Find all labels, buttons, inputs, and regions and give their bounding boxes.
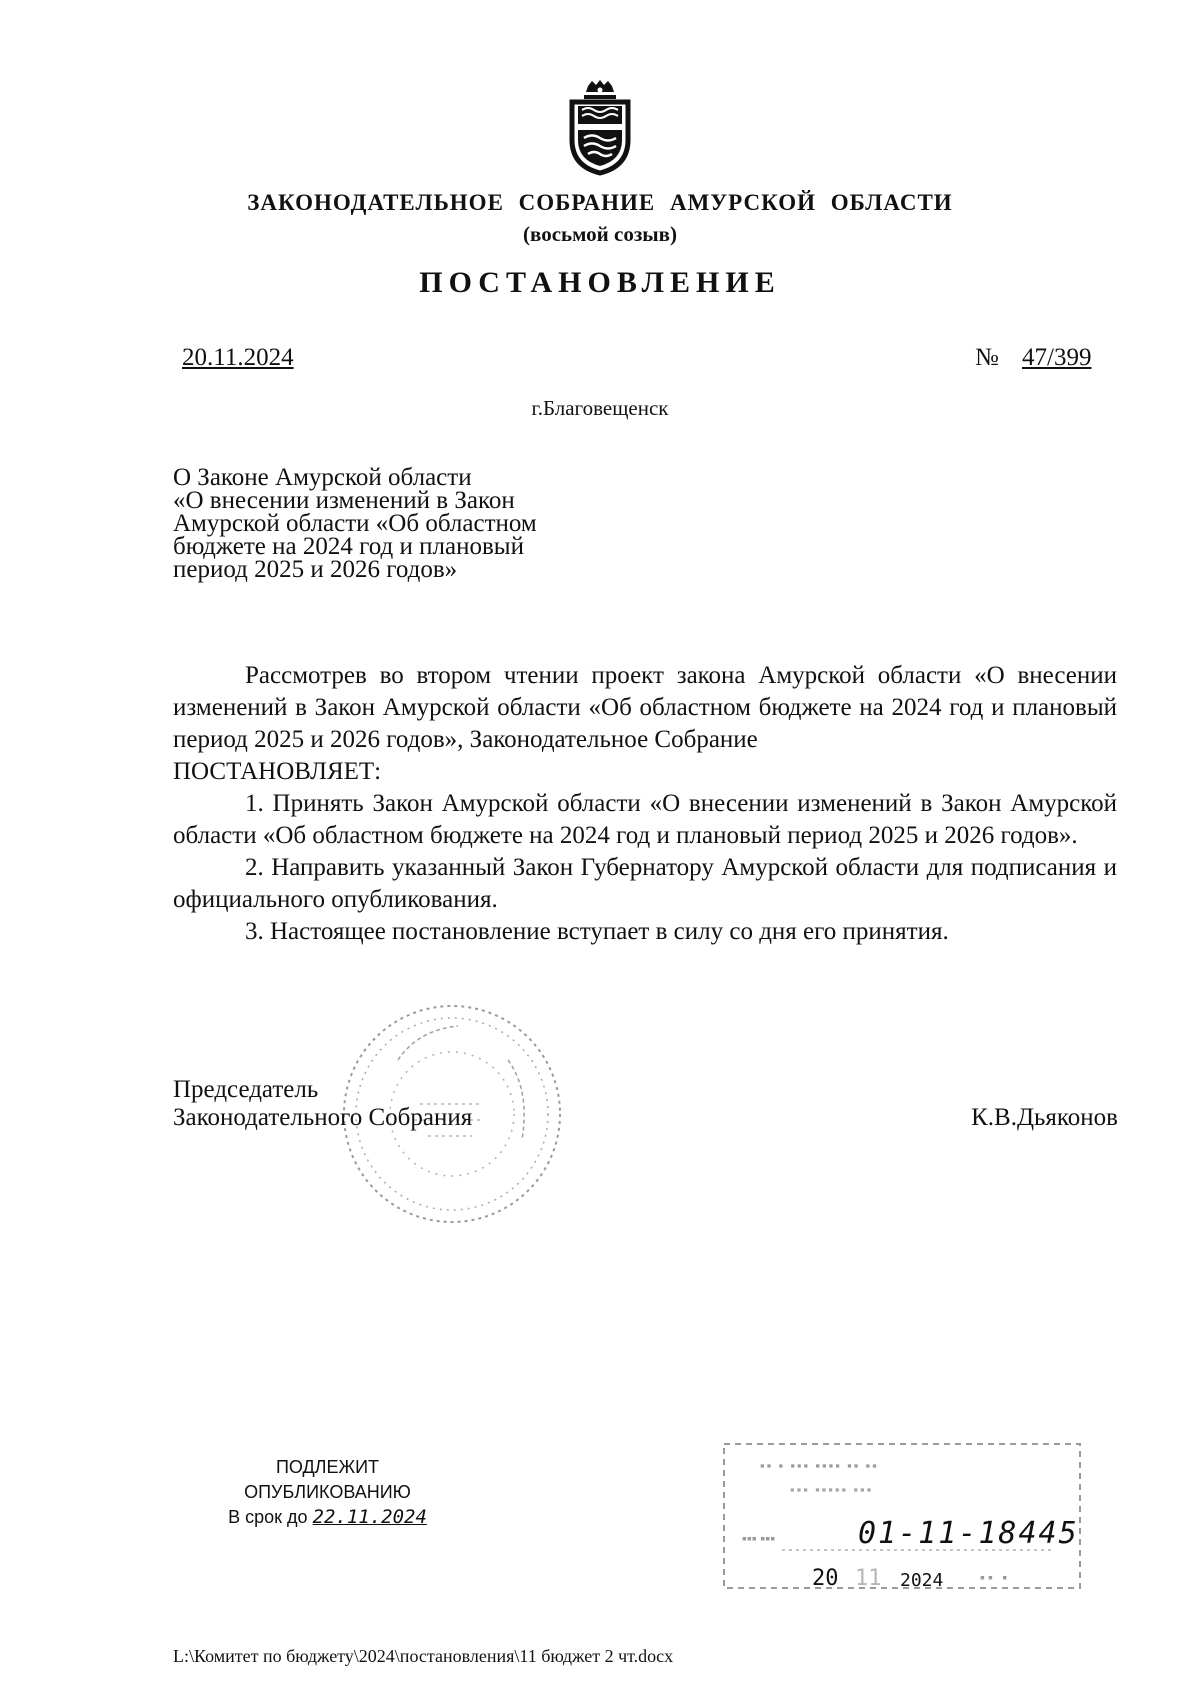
organization-name: ЗАКОНОДАТЕЛЬНОЕ СОБРАНИЕ АМУРСКОЙ ОБЛАСТИ (247, 190, 953, 215)
resolution-item: 2. Направить указанный Закон Губернатору Амурской области для подписания и официального опубликования. (173, 854, 1117, 913)
publication-stamp-line: ПОДЛЕЖИТ (275, 1457, 380, 1477)
publication-stamp (220, 1455, 435, 1530)
coat-of-arms-icon (558, 80, 642, 176)
signatory-name: К.В.Дьяконов (971, 1104, 1118, 1131)
number-label: № (975, 344, 999, 371)
registration-stamp-faded-text: ▪▪▪ ▪▪▪▪▪ ▪▪▪ (790, 1482, 874, 1497)
document-date: 20.11.2024 (182, 344, 294, 371)
registration-stamp-faded-text: ▪▪▪ ▪▪▪ (742, 1532, 776, 1547)
registration-month: 11 (855, 1566, 882, 1591)
subject-block (173, 466, 653, 581)
subject-line: Амурской области «Об областном (173, 510, 537, 537)
subject-line: период 2025 и 2026 годов» (173, 556, 458, 583)
resolves-heading: ПОСТАНОВЛЯЕТ: (173, 758, 382, 785)
convocation: (восьмой созыв) (523, 222, 677, 246)
resolution-item: 1. Принять Закон Амурской области «О внесении изменений в Закон Амурской области «Об областном бюджете на 2024 год и плановый период 2025 и 2026 годов». (173, 790, 1117, 849)
document-type-title: ПОСТАНОВЛЕНИЕ (419, 266, 781, 299)
subject-line: бюджете на 2024 год и плановый (173, 533, 524, 560)
document-number: 47/399 (1022, 344, 1092, 371)
registration-year: 2024 (900, 1570, 944, 1591)
publication-deadline-prefix: В срок до (228, 1507, 308, 1527)
registration-day: 20 (812, 1566, 839, 1591)
file-path-footer: L:\Комитет по бюджету\2024\постановления\11 бюджет 2 чт.docx (173, 1646, 674, 1666)
signatory-title-line: Председатель (173, 1076, 319, 1103)
city: г.Благовещенск (531, 396, 669, 420)
resolution-body (173, 660, 1117, 948)
resolution-item: 3. Настоящее постановление вступает в силу со дня его принятия. (245, 918, 949, 945)
subject-line: «О внесении изменений в Закон (173, 487, 515, 514)
registration-stamp-faded-text: ▪▪ ▪ ▪▪▪ ▪▪▪▪ ▪▪ ▪▪ (760, 1458, 879, 1473)
publication-stamp-line: ОПУБЛИКОВАНИЮ (244, 1482, 411, 1502)
registration-stamp-faded-text: ▪▪ ▪ (980, 1571, 1011, 1586)
preamble-paragraph: Рассмотрев во втором чтении проект закона Амурской области «О внесении изменений в Закон Амурской области «Об областном бюджете на 2024 год и плановый период 2025 и 2026 годов», Законодательное Собрание (173, 662, 1117, 753)
publication-deadline (220, 1505, 435, 1530)
signatory-title-line: Законодательного Собрания (173, 1104, 473, 1131)
publication-deadline-date: 22.11.2024 (312, 1506, 427, 1528)
subject-line: О Законе Амурской области (173, 464, 472, 491)
signatory-title (173, 1076, 472, 1132)
registration-number: 01-11-18445 (858, 1516, 1079, 1551)
